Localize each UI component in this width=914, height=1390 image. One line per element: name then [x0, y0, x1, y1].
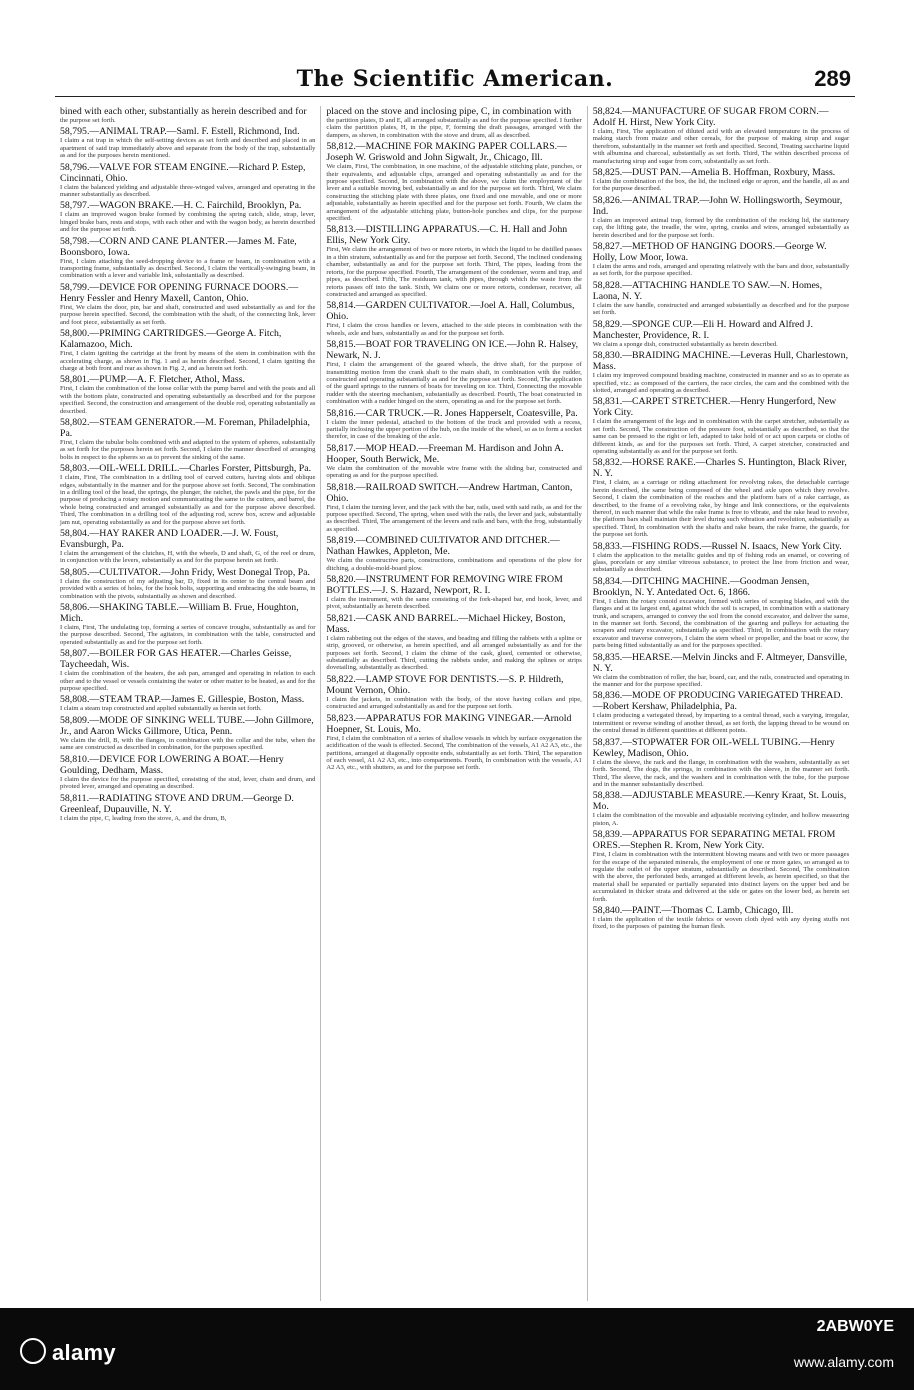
patent-claim-text: We claim the combination of the movable wire frame with the sliding bar, constructed and operating as and for the purpose specified.	[326, 464, 582, 480]
patent-entry	[326, 535, 581, 572]
patent-heading: 58,802.—STEAM GENERATOR.—M. Foreman, Philadelphia, Pa.	[60, 416, 310, 439]
patent-claim-text: First, I claim igniting the cartridge at the front by means of the stem in combination with the accelerating charge, as shown in Fig. 1 and as herein described. Second, I claim igniting the charge at both front and rear as shown in Fig. 2, and as herein set forth.	[60, 350, 316, 372]
patent-entry	[326, 339, 581, 405]
patent-entry	[60, 567, 315, 600]
header-rule	[55, 96, 855, 97]
patent-entry	[593, 905, 849, 931]
patent-claim-text: I claim the jackets, in combination with the body, of the stove having collars and pipe, constructed and arranged substantially as and for the purpose set forth.	[326, 695, 582, 711]
patent-heading: 58,808.—STEAM TRAP.—James E. Gillespie, Boston, Mass.	[60, 694, 305, 706]
patent-claim-text: I claim an improved wagon brake formed by combining the spring catch, slide, strap, lever, hinged brake bars, rests and stops, with each other and with the wagon body, as herein described and for the purpose set forth.	[60, 211, 316, 234]
patent-heading: 58,805.—CULTIVATOR.—John Fridy, West Donegal Trop, Pa.	[60, 566, 310, 578]
patent-heading: 58,825.—DUST PAN.—Amelia B. Hoffman, Roxbury, Mass.	[592, 167, 836, 179]
patent-heading: 58,827.—METHOD OF HANGING DOORS.—George W. Holly, Low Moor, Iowa.	[592, 241, 827, 264]
site-url: www.alamy.com	[793, 1354, 894, 1370]
watermark-bar	[0, 1308, 914, 1390]
patent-columns	[55, 106, 855, 1301]
patent-heading: 58,835.—HEARSE.—Melvin Jincks and F. Altmeyer, Dansville, N. Y.	[592, 651, 848, 674]
patent-entry	[60, 374, 315, 415]
patent-heading: 58,816.—CAR TRUCK.—R. Jones Happerselt, Coatesville, Pa.	[326, 407, 578, 419]
patent-claim-text: I claim a steam trap constructed and applied substantially as herein set forth.	[60, 705, 262, 713]
patent-entry	[60, 236, 315, 280]
patent-claim-text: First, I claim, as a carriage or riding attachment for revolving rakes, the detachable carriage herein described, the same being composed of the wheel and axle upon which they revolve. Second, I claim the combination of the reaches and the platform bars of a rake carriage, as described, to the frame of a revolving rake, by hinge and link connections, or the equivalents thereof, in such manner that while the rake frame is free to vibrate, and the rake head to revolve, the platform bars shall maintain their level during such vibration and revolution, substantially as specified. Third, In combination with the shafts and rake beam, the rake frame, the guards, for the purpose set forth.	[592, 479, 850, 539]
patent-heading: 58,828.—ATTACHING HANDLE TO SAW.—N. Homes, Laona, N. Y.	[592, 279, 823, 302]
patent-entry	[326, 443, 581, 480]
patent-heading: 58,804.—HAY RAKER AND LOADER.—J. W. Foust, Evansburgh, Pa.	[60, 528, 279, 550]
patent-entry	[593, 106, 849, 165]
patent-heading: 58,830.—BRAIDING MACHINE.—Leveras Hull, Charlestown, Mass.	[592, 350, 849, 373]
patent-entry	[593, 652, 849, 689]
patent-entry	[60, 754, 315, 791]
patent-heading: placed on the stove and inclosing pipe, C, in combination with	[326, 106, 572, 117]
patent-claim-text: We claim a sponge dish, constructed substantially as herein described.	[592, 340, 778, 348]
patent-claim-text: I claim the application of the textile fabrics or woven cloth dyed with any dyeing stuffs not fixed, to the purposes of painting the human flesh.	[592, 915, 850, 931]
patent-entry	[60, 106, 315, 124]
patent-heading: 58,810.—DEVICE FOR LOWERING A BOAT.—Henry Goulding, Dedham, Mass.	[60, 753, 284, 776]
image-code: 2ABW0YE	[816, 1318, 894, 1335]
patent-heading: 58,832.—HORSE RAKE.—Charles S. Huntington, Black River, N. Y.	[592, 457, 847, 480]
patent-claim-text: We claim the constructive parts, constructions, combinations and operations of the plow for ditching, a double-mold-board plow.	[326, 557, 582, 572]
patent-heading: 58,795.—ANIMAL TRAP.—Saml. F. Estell, Richmond, Ind.	[60, 126, 300, 138]
patent-claim-text: I claim, First, The undulating top, forming a series of concave troughs, substantially as and for the purpose described. Second, The agitators, in combination with the table, constructed and operated substantially as and for the purpose set forth.	[60, 624, 316, 646]
patent-claim-text: I claim the balanced yielding and adjustable three-winged valves, arranged and operating in the manner substantially as described.	[60, 183, 316, 199]
patent-heading: 58,817.—MOP HEAD.—Freeman M. Hardison and John A. Hooper, South Berwick, Me.	[326, 442, 564, 465]
patent-claim-text: I claim the combination of the heaters, the ash pan, arranged and operating in relation to each other and to the vessel or vessels containing the water or other matter to be heated, as and for the purpose specified.	[60, 670, 316, 693]
patent-entry	[60, 694, 315, 712]
patent-heading: 58,820.—INSTRUMENT FOR REMOVING WIRE FROM BOTTLES.—J. S. Hazard, Newport, R. I.	[326, 574, 563, 597]
patent-entry	[60, 648, 315, 692]
patent-heading: 58,833.—FISHING RODS.—Russel N. Isaacs, New York City.	[592, 540, 842, 552]
page-number: 289	[814, 66, 851, 91]
patent-heading: 58,836.—MODE OF PRODUCING VARIEGATED THREAD.—Robert Kershaw, Philadelphia, Pa.	[592, 690, 843, 713]
patent-claim-text: I claim the application to the metallic guides and tip of fishing rods an enamel, or covering of glass, porcelain or any similar vitreous substance, to protect the line from friction and wear, substantially as described.	[592, 551, 850, 574]
patent-claim-text: First, I claim the arrangement of the geared wheels, the drive shaft, for the purpose of transmitting motion from the crank shaft to the main shaft, in combination with the rudder, constructed and operating substantially as and for the purpose set forth. Second, The application of the guard springs to the runners of boats for traveling on ice. Third, Connecting the movable rudder with the steering mechanism, substantially as described. Fourth, The boat constructed in combination with a rudder hinged on the stern, operating as and for the purpose set forth.	[326, 361, 582, 406]
patent-heading: 58,811.—RADIATING STOVE AND DRUM.—George D. Greenleaf, Dupauville, N. Y.	[60, 792, 294, 815]
patent-entry	[60, 162, 315, 199]
patent-heading: 58,814.—GARDEN CULTIVATOR.—Joel A. Hall, Columbus, Ohio.	[326, 300, 575, 323]
patent-entry	[326, 141, 581, 222]
patent-heading: 58,800.—PRIMING CARTRIDGES.—George A. Fitch, Kalamazoo, Mich.	[60, 328, 282, 351]
patent-entry	[593, 195, 849, 239]
patent-claim-text: We claim, First, The combination, in one machine, of the adjustable stitching plate, punches, or their equivalents, and adjustable clips, arranged and operating substantially as and for the purpose specified. Second, In combination with the above, we claim the employment of the lever and a suitable moving bed, substantially as and for the purpose set forth. Third, We claim constructing the stitching plate with three plates, one fixed and one movable, and one or more adjustable, substantially as herein specified and for the purpose set forth. Fourth, We claim the arrangement of the adjustable stitching plate, button-hole punches and clips, for the purpose specified.	[326, 163, 582, 223]
patent-entry	[326, 713, 581, 772]
patent-heading: 58,797.—WAGON BRAKE.—H. C. Fairchild, Brooklyn, Pa.	[60, 200, 302, 212]
patent-heading: 58,834.—DITCHING MACHINE.—Goodman Jensen, Brooklyn, N. Y. Antedated Oct. 6, 1866.	[592, 575, 810, 598]
patent-claim-text: First, I claim the combination of the loose collar with the pump barrel and with the posts and all with the bottom plate, constructed and operating substantially as described and for the purpose specified. Second, the construction and arrangement of the double rod, operating substantially as described.	[60, 385, 316, 415]
patent-entry	[593, 457, 849, 538]
patent-entry	[60, 126, 315, 159]
patent-entry	[326, 674, 581, 711]
patent-claim-text: First, I claim the cross handles or levers, attached to the side pieces in combination with the wheels, axle and bars, substantially as and for the purpose set forth.	[326, 322, 582, 337]
patent-heading: 58,799.—DEVICE FOR OPENING FURNACE DOORS.—Henry Fessler and Henry Maxell, Canton, Ohio.	[60, 281, 299, 304]
patent-claim-text: I claim an improved animal trap, formed by the combination of the rocking lid, the stationary cap, the lifting gate, the treadle, the wire, spring, cranks and wires, arranged substantially as herein described and for the purpose set forth.	[592, 216, 850, 239]
patent-claim-text: First, I claim the rotary conoid excavator, formed with series of scraping blades, and with the flanges and at its largest end, against which the soil is scraped, in combination with a stationary trunk, and scrapers, arranged to convey the soil from the conoid excavator, and deliver the same, in the manner set forth. Second, the combination of the gearing and pulleys for actuating the scrapers and rotary excavator, substantially as specified. Third, In combination with the rotary excavator and traverse conveyors, I claim the stern wheel or propeller, and the boat or scow, the parts being fitted substantially as and for the purposes specified.	[592, 597, 850, 650]
patent-claim-text: the purpose set forth.	[60, 117, 116, 124]
patent-entry	[60, 282, 315, 326]
patent-entry	[60, 200, 315, 233]
patent-heading: 58,821.—CASK AND BARREL.—Michael Hickey, Boston, Mass.	[326, 612, 566, 635]
patent-claim-text: I claim the pipe, C, leading from the stove, A, and the drum, B,	[60, 814, 227, 822]
patent-claim-text: I claim the saw handle, constructed and arranged substantially as described and for the purpose set forth.	[592, 301, 850, 317]
patent-entry	[593, 690, 849, 734]
patent-heading: 58,819.—COMBINED CULTIVATOR AND DITCHER.—Nathan Hawkes, Appleton, Me.	[326, 535, 560, 558]
alamy-logo	[20, 1338, 116, 1366]
patent-claim-text: I claim the arms and rods, arranged and operating relatively with the bars and door, substantially as set forth, for the purpose specified.	[592, 263, 850, 278]
patent-entry	[60, 417, 315, 461]
patent-entry	[593, 829, 849, 903]
patent-heading: bined with each other, substantially as herein described and for	[60, 106, 307, 117]
patent-entry	[326, 224, 581, 298]
patent-heading: 58,826.—ANIMAL TRAP.—John W. Hollingsworth, Seymour, Ind.	[592, 194, 843, 217]
patent-entry	[593, 396, 849, 455]
patent-claim-text: I claim the device for the purpose specified, consisting of the stud, lever, chain and drum, and pivoted lever, arranged and operating as described.	[60, 775, 316, 791]
patent-heading: 58,818.—RAILROAD SWITCH.—Andrew Hartman, Canton, Ohio.	[326, 481, 573, 504]
patent-claim-text: We claim the combination of roller, the bar, board, car, and the rails, constructed and operating in the manner and for the purpose specified.	[592, 673, 850, 689]
patent-heading: 58,837.—STOPWATER FOR OIL-WELL TUBING.—Henry Kewley, Madison, Ohio.	[592, 736, 835, 759]
patent-claim-text: I claim producing a variegated thread, by imparting to a central thread, such a varying, irregular, intermittent or reverse winding of another thread, as set forth, the lapping thread to be wound on the central thread in different quantities at different points.	[592, 712, 850, 735]
patent-claim-text: I claim the combination of the movable and adjustable receiving cylinder, and hollow measuring piston, A.	[592, 812, 850, 827]
patent-heading: 58,840.—PAINT.—Thomas C. Lamb, Chicago, Ill.	[592, 904, 794, 916]
patent-claim-text: First, I claim attaching the seed-dropping device to a frame or beam, in combination with a transporting frame, substantially as described. Second, I claim the vertically-swinging beam, in combination with a lever and variable link, substantially as described.	[60, 257, 316, 280]
patent-claim-text: First, We claim the door, pin, bar and shaft, constructed and used substantially as and for the purpose herein specified. Second, the combination with the shaft, of the connecting link, lever and foot piece, substantially as set forth.	[60, 303, 316, 326]
patent-claim-text: I claim, First, The combination in a drilling tool of curved cutters, having slots and oblique edges, substantially in the manner and for the purpose above set forth. Second, The combination in a drilling tool of the head, the springs, the plunger, the ratchet, the pawls and the pipe, for the purpose of producing a rotary motion and communicating the same to the cutters, and barrel, the whole being constructed and arranged substantially as and for the purpose above described. Third, The combination in a drilling tool of the adjusting rod, screw box, screw and adjustable jam nut, operating substantially as and for the purpose above set forth.	[60, 474, 316, 526]
patent-claim-text: I claim the arrangement of the legs and in combination with the carpet stretcher, substantially as set forth. Second, The construction of the pressure foot, substantially as described, so that the same can be pressed to the right or left, adapted to take hold of or act upon carpets or cloths of different kinds, as and for the purposes set forth. Third, A carpet stretcher, constructed and operating substantially as and for the purpose set forth.	[592, 418, 850, 455]
patent-heading: 58,822.—LAMP STOVE FOR DENTISTS.—S. P. Hildreth, Mount Vernon, Ohio.	[326, 673, 564, 696]
patent-claim-text: I claim a rat trap in which the self-setting devices as set forth and described and placed in an apartment of said trap immediately above and separate from the body of the trap, substantially as and for the purposes herein mentioned.	[60, 137, 316, 160]
patent-entry	[326, 482, 581, 534]
masthead	[55, 66, 855, 100]
patent-claim-text: I claim my improved compound braiding machine, constructed in manner and so as to operate as specified, viz.: as composed of the carriers, the race circles, the cam and the combined with the slotted, arranged and operating as described.	[592, 372, 850, 394]
patent-entry	[593, 737, 849, 789]
patent-heading: 58,815.—BOAT FOR TRAVELING ON ICE.—John R. Halsey, Newark, N. J.	[326, 339, 579, 362]
patent-claim-text: I claim the sleeve, the rack and the flange, in combination with the washers, substantially as set forth. Second, The dogs, the springs, in combination with the sleeve, in the manner set forth. Third, The sleeve, the rack, and the washers and in combination with the tube, for the purpose and in the manner substantially described.	[592, 758, 850, 788]
patent-claim-text: First, I claim in combination with the intermittent blowing means and with two or more passages for the escape of the separated minerals, the employment of one or more gates, so arranged as to regulate the outlet of the upper stratum, substantially as described. Second, The combination with the above, the perforated beds, arranged at different levels, as herein specified, so that the material shall be separated or partially separated into distinct layers on the upper bed and be accumulated in thicker strata and delivered at the side or gates on the lower bed, as herein set forth.	[592, 851, 850, 903]
patent-claim-text: First, I claim the combination of a series of shallow vessels in which by surface oxygenation the acidification of the wash is effected. Second, The combination of the vessels, A1 A2 A3, etc., the partitions, arranged at diagonally opposite ends, substantially as set forth. Third, The separation of each vessel, A1 A2 A3, etc., into compartments. Fourth, In combination with the vessels, A1 A2 A3, etc., with shutters, as and for the purpose set forth.	[326, 734, 582, 772]
patent-heading: 58,796.—VALVE FOR STEAM ENGINE.—Richard P. Estep, Cincinnati, Ohio.	[60, 161, 306, 184]
patent-claim-text: First, I claim the tubular bolts combined with and adapted to the system of spheres, substantially as set forth for the purposes herein set forth. Second, I claim the manner described of arranging bolts in respect to the spheres so as to prevent the sinking of the same.	[60, 438, 316, 461]
patent-heading: 58,823.—APPARATUS FOR MAKING VINEGAR.—Arnold Hoepner, St. Louis, Mo.	[326, 712, 572, 735]
logo-mark-icon	[20, 1338, 46, 1364]
patent-claim-text: I claim the inner pedestal, attached to the bottom of the truck and provided with a recess, partially inclosing the upper portion of the hub, on the inside of the wheel, so as to form a socket therefor, in case of the breaking of the axle.	[326, 418, 582, 441]
patent-entry	[593, 541, 849, 574]
patent-heading: 58,824.—MANUFACTURE OF SUGAR FROM CORN.—Adolf H. Hirst, New York City.	[592, 106, 829, 128]
column-1	[55, 106, 321, 1301]
patent-entry	[60, 715, 315, 752]
patent-claim-text: First, We claim the arrangement of two or more retorts, in which the liquid to be distilled passes in a thin stratum, substantially as and for the purpose set forth. Second, The inclined condensing chamber, substantially as and for the purpose set forth. Third, The pipes, leading from the retorts, for the purpose specified. Fourth, The arrangement of the condenser, worm and trap, and pipes, as described. Fifth, The residuum tank, with pipes, through which the waste from the retorts passes off into the tank. Sixth, We claim one or more retorts, condenser, receiver, all constructed and arranged as specified.	[326, 246, 582, 298]
patent-entry	[593, 241, 849, 278]
patent-heading: 58,798.—CORN AND CANE PLANTER.—James M. Fate, Boonsboro, Iowa.	[60, 235, 297, 258]
patent-claim-text: I claim rabbeting out the edges of the staves, and beading and filling the rabbets with a spline or strip, grooved, or otherwise, as herein specified, and all arranged substantially as and for the purposes set forth. Second, I claim the chime of the cask, glued, cemented or otherwise, substantially as described. Third, cutting the rabbets under, and making the splines or strips dovetailing, substantially as described.	[326, 634, 582, 672]
patent-entry	[593, 350, 849, 394]
patent-claim-text: I claim, First, The application of diluted acid with an elevated temperature in the process of making starch from maize and other cereals, for the purpose of making sirup and sugar therefrom, substantially in the manner set forth and specified. Second, Treating saccharine liquid with albumina and charcoal, substantially as set forth. Third, The within described process of manufacturing sirup and sugar from corn, substantially as set forth.	[592, 128, 850, 165]
patent-entry	[593, 319, 849, 348]
patent-heading: 58,801.—PUMP.—A. F. Fletcher, Athol, Mass.	[60, 374, 245, 386]
patent-entry	[593, 167, 849, 193]
patent-heading: 58,813.—DISTILLING APPARATUS.—C. H. Hall and John Ellis, New York City.	[326, 224, 568, 247]
patent-heading: 58,812.—MACHINE FOR MAKING PAPER COLLARS.—Joseph W. Griswold and John Sigwalt, Jr., Chicago, Ill.	[326, 141, 567, 164]
patent-claim-text: the partition plates, D and E, all arranged substantially as and for the purpose specified. I further claim the partition plates, H, in the pipe, F, forming the draft passages, arranged with the dampers, as shown, in combination with the stove and drum, all as described.	[326, 117, 582, 139]
patent-entry	[326, 613, 581, 672]
patent-claim-text: I claim the combination of the box, the lid, the inclined edge or apron, and the handle, all as and for the purpose described.	[592, 178, 850, 193]
publication-title: The Scientific American.	[296, 66, 614, 92]
patent-entry	[593, 280, 849, 317]
logo-text: alamy	[52, 1340, 116, 1365]
patent-entry	[326, 408, 581, 441]
patent-claim-text: I claim the arrangement of the clutches, H, with the wheels, D and shaft, G, of the reel or drum, in conjunction with the levers, substantially as and for the purpose herein set forth.	[60, 550, 316, 565]
newspaper-page	[55, 60, 855, 1305]
patent-claim-text: First, I claim the turning lever, and the jack with the bar, rails, used with said rails, as and for the purpose specified. Second, The spring, when used with the rails, the lever and jack, substantially as described. Third, The arrangement of the levers and rails and bars, with the frog, substantially as specified.	[326, 503, 582, 533]
patent-entry	[326, 300, 581, 337]
patent-heading: 58,803.—OIL-WELL DRILL.—Charles Forster, Pittsburgh, Pa.	[60, 463, 312, 475]
patent-heading: 58,829.—SPONGE CUP.—Eli H. Howard and Alfred J. Manchester, Providence, R. I.	[592, 318, 813, 341]
patent-claim-text: I claim the construction of my adjusting bar, D, fixed in its center to the central beam and provided with a series of holes, for the hook bolts, supporting and embracing the side beams, in combination with the pivots, substantially as shown and described.	[60, 577, 316, 600]
patent-entry	[326, 574, 581, 611]
patent-entry	[593, 576, 849, 650]
patent-heading: 58,839.—APPARATUS FOR SEPARATING METAL FROM ORES.—Stephen R. Krom, New York City.	[592, 829, 836, 852]
patent-heading: 58,838.—ADJUSTABLE MEASURE.—Kenry Kraat, St. Louis, Mo.	[592, 790, 847, 813]
patent-heading: 58,831.—CARPET STRETCHER.—Henry Hungerford, New York City.	[592, 396, 837, 419]
column-2	[321, 106, 587, 1301]
patent-claim-text: We claim the drill, B, with the flanges, in combination with the collar and the tube, when the same are constructed as described in combination, for the purposes specified.	[60, 736, 316, 752]
column-3	[588, 106, 854, 1301]
patent-entry	[60, 463, 315, 526]
patent-entry	[326, 106, 581, 139]
patent-heading: 58,809.—MODE OF SINKING WELL TUBE.—John Gillmore, Jr., and Aaron Wicks Gillmore, Utica, Penn.	[60, 714, 314, 737]
patent-claim-text: I claim the instrument, with the same consisting of the fork-shaped bar, end hook, lever, and pivot, substantially as herein described.	[326, 596, 582, 611]
patent-entry	[60, 328, 315, 372]
patent-heading: 58,806.—SHAKING TABLE.—William B. Frue, Houghton, Mich.	[60, 602, 299, 625]
patent-entry	[60, 528, 315, 565]
patent-heading: 58,807.—BOILER FOR GAS HEATER.—Charles Geisse, Taycheedah, Wis.	[60, 648, 292, 671]
patent-entry	[593, 790, 849, 827]
patent-entry	[60, 793, 315, 822]
patent-entry	[60, 602, 315, 646]
